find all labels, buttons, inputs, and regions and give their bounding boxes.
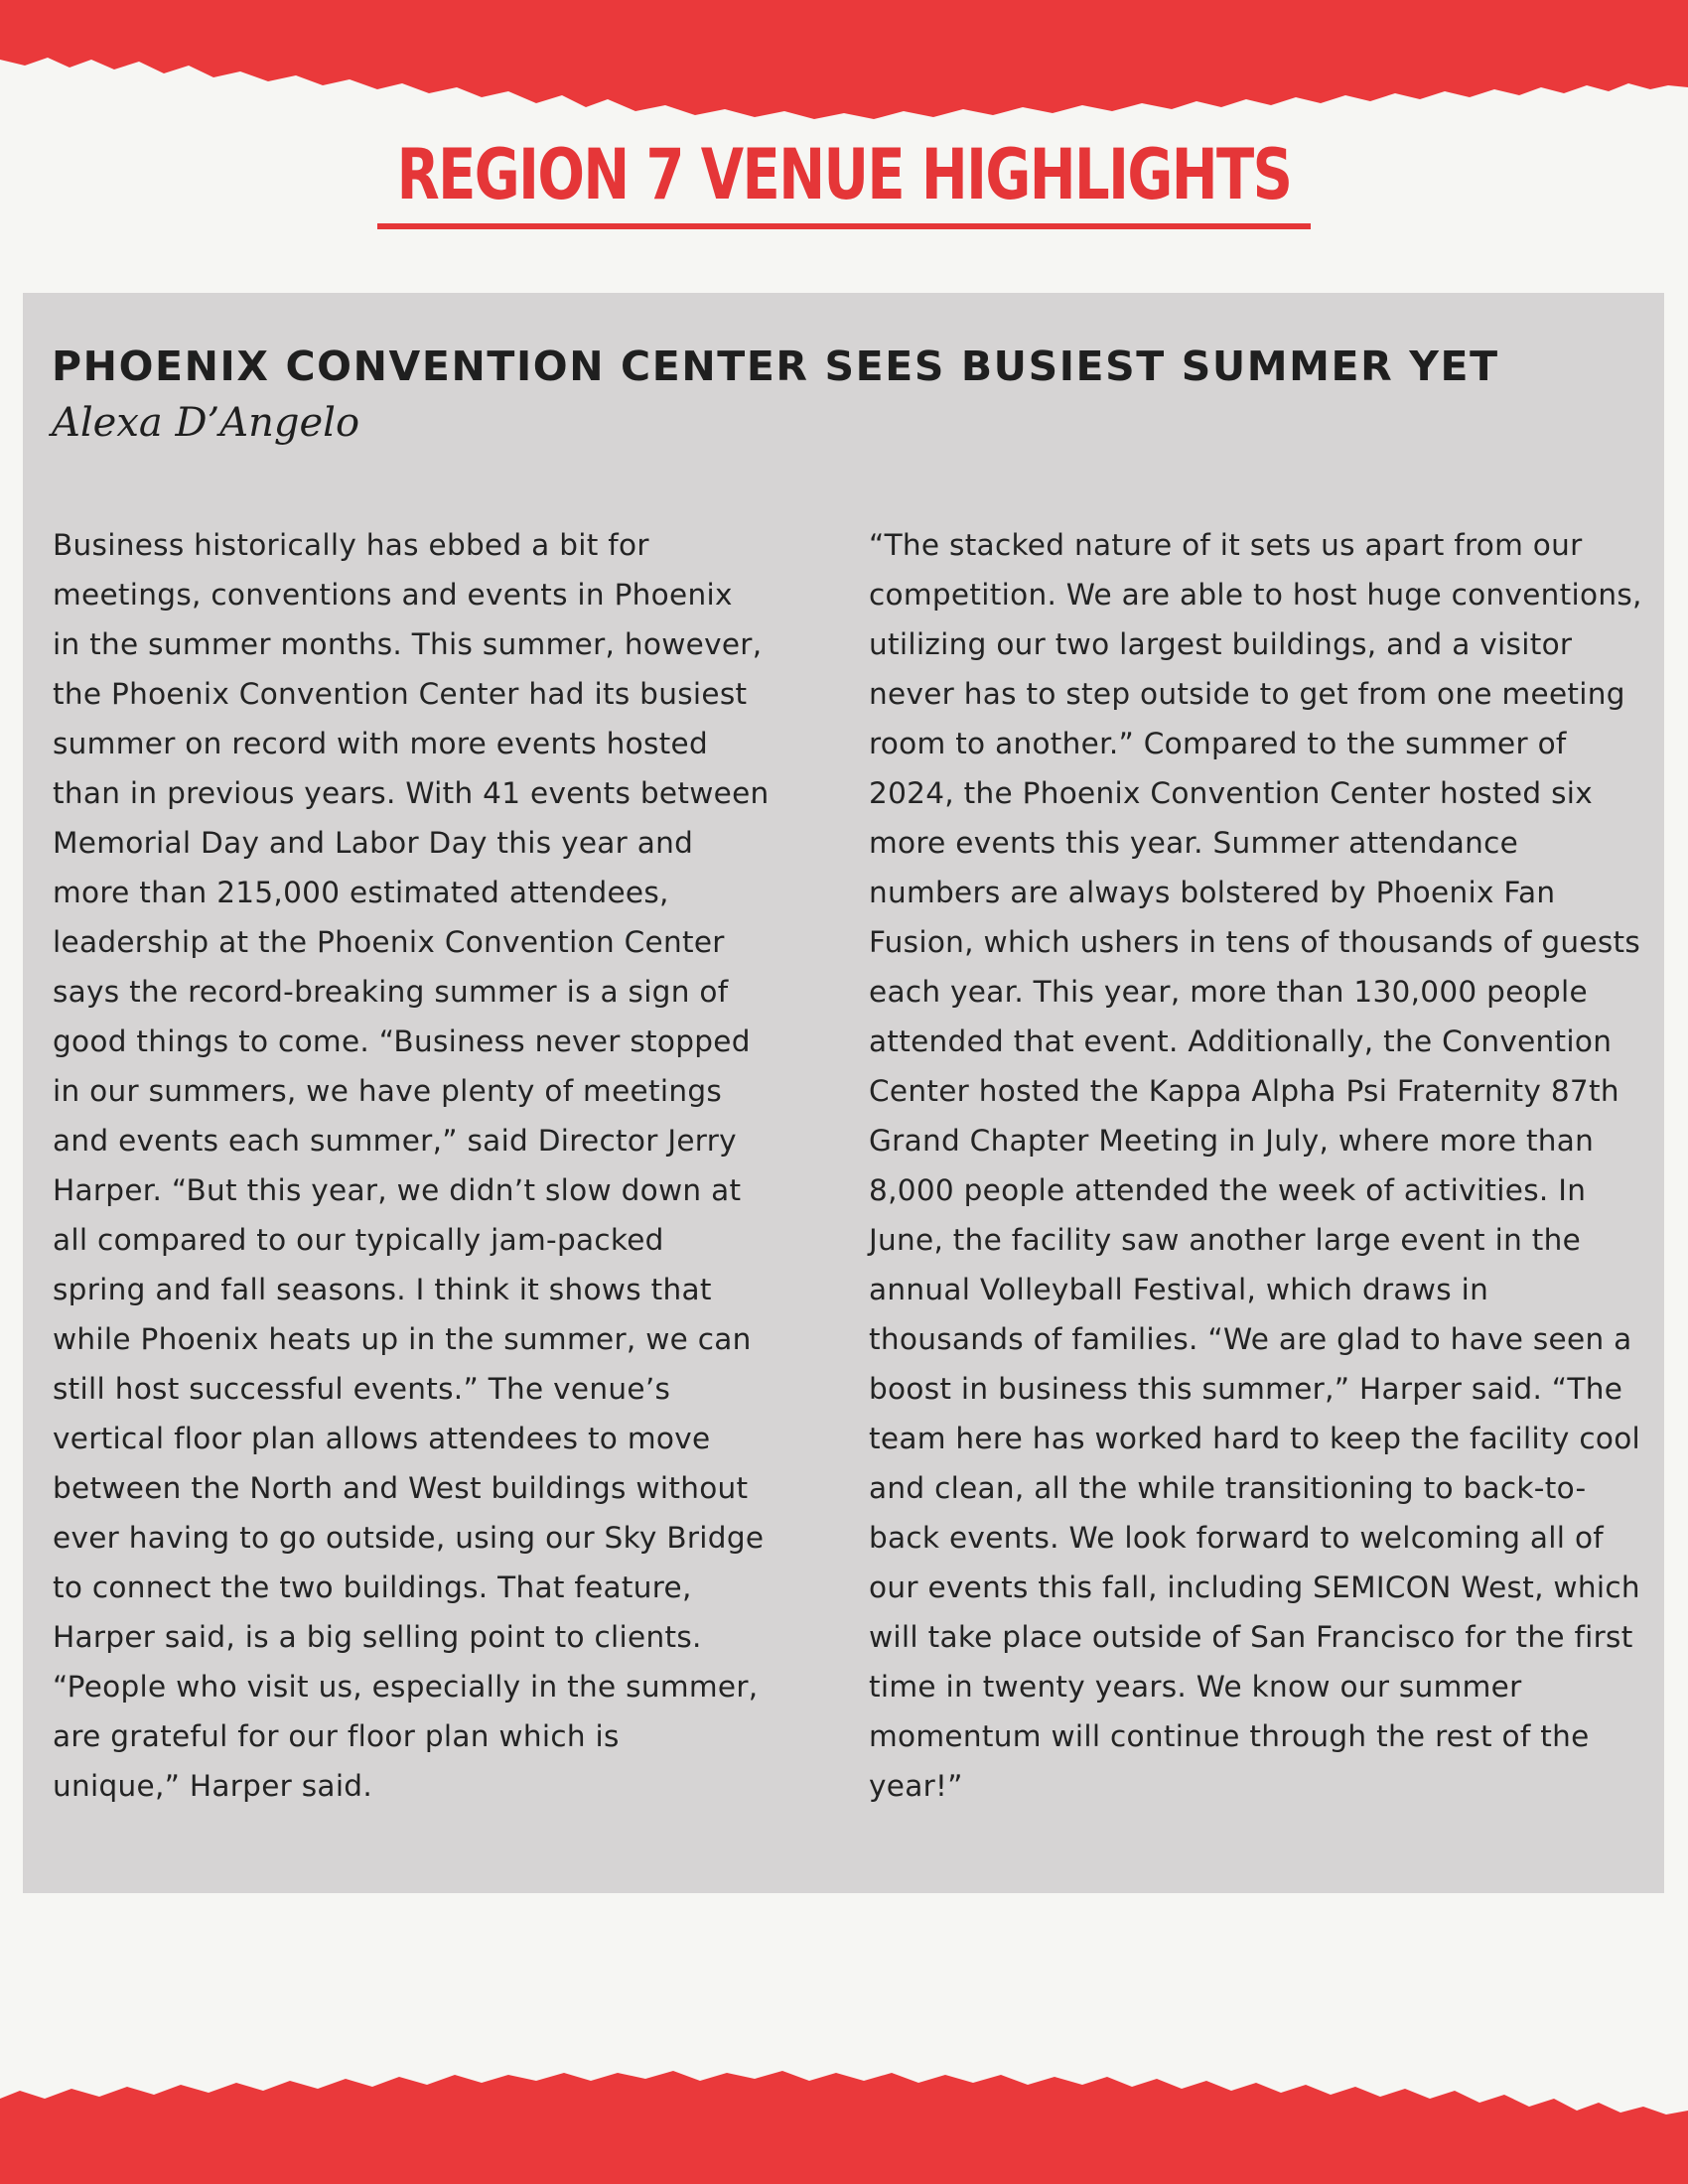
text-line: ever having to go outside, using our Sky Bridge bbox=[53, 1521, 765, 1555]
text-line: our events this fall, including SEMICON West, which bbox=[869, 1570, 1640, 1604]
text-line: thousands of families. “We are glad to have seen a bbox=[869, 1322, 1632, 1356]
text-line: attended that event. Additionally, the Convention bbox=[869, 1024, 1613, 1058]
text-line: never has to step outside to get from one meeting bbox=[869, 677, 1625, 711]
text-line: 2024, the Phoenix Convention Center hosted six bbox=[869, 776, 1593, 810]
text-line: utilizing our two largest buildings, and a visitor bbox=[869, 627, 1573, 661]
text-line: Grand Chapter Meeting in July, where more than bbox=[869, 1124, 1595, 1158]
text-line: are grateful for our floor plan which is bbox=[53, 1719, 620, 1753]
text-line: Center hosted the Kappa Alpha Psi Fraternity 87th bbox=[869, 1074, 1619, 1108]
text-line: meetings, conventions and events in Phoenix bbox=[53, 578, 733, 612]
text-line: time in twenty years. We know our summer bbox=[869, 1670, 1522, 1704]
text-line: team here has worked hard to keep the facility cool bbox=[869, 1422, 1641, 1455]
text-line: the Phoenix Convention Center had its busiest bbox=[53, 677, 748, 711]
text-line: all compared to our typically jam-packed bbox=[53, 1223, 664, 1257]
text-line: in the summer months. This summer, however, bbox=[53, 627, 763, 661]
text-line: annual Volleyball Festival, which draws in bbox=[869, 1273, 1489, 1306]
text-line: good things to come. “Business never stopped bbox=[53, 1024, 751, 1058]
text-line: to connect the two buildings. That feature, bbox=[53, 1570, 692, 1604]
text-line: Memorial Day and Labor Day this year and bbox=[53, 826, 694, 860]
text-line: more than 215,000 estimated attendees, bbox=[53, 876, 669, 909]
text-line: back events. We look forward to welcoming all of bbox=[869, 1521, 1604, 1555]
text-line: Fusion, which ushers in tens of thousands of guests bbox=[869, 925, 1641, 959]
text-line: “People who visit us, especially in the summer, bbox=[53, 1670, 759, 1704]
text-line: still host successful events.” The venue’s bbox=[53, 1372, 671, 1406]
text-line: unique,” Harper said. bbox=[53, 1769, 373, 1803]
text-line: between the North and West buildings without bbox=[53, 1471, 749, 1505]
text-line: each year. This year, more than 130,000 people bbox=[869, 975, 1588, 1009]
text-line: Harper said, is a big selling point to clients. bbox=[53, 1620, 702, 1654]
text-line: momentum will continue through the rest of the bbox=[869, 1719, 1590, 1753]
text-line: and clean, all the while transitioning to back-to- bbox=[869, 1471, 1587, 1505]
text-line: while Phoenix heats up in the summer, we can bbox=[53, 1322, 752, 1356]
text-line: leadership at the Phoenix Convention Center bbox=[53, 925, 725, 959]
bottom-torn-banner bbox=[0, 2055, 1688, 2184]
text-line: summer on record with more events hosted bbox=[53, 727, 709, 760]
top-torn-banner bbox=[0, 0, 1688, 129]
text-line: spring and fall seasons. I think it shows that bbox=[53, 1273, 712, 1306]
article-headline: PHOENIX CONVENTION CENTER SEES BUSIEST SUMMER YET bbox=[52, 342, 1499, 390]
title-underline bbox=[377, 223, 1311, 229]
text-line: Business historically has ebbed a bit for bbox=[53, 528, 649, 562]
text-line: boost in business this summer,” Harper said. “The bbox=[869, 1372, 1623, 1406]
text-line: room to another.” Compared to the summer of bbox=[869, 727, 1567, 760]
text-line: says the record-breaking summer is a sign of bbox=[53, 975, 729, 1009]
text-line: numbers are always bolstered by Phoenix Fan bbox=[869, 876, 1556, 909]
text-line: competition. We are able to host huge conventions, bbox=[869, 578, 1642, 612]
article-column-left bbox=[53, 520, 827, 1811]
text-line: Harper. “But this year, we didn’t slow down at bbox=[53, 1173, 742, 1207]
text-line: in our summers, we have plenty of meetings bbox=[53, 1074, 723, 1108]
page-title-text: REGION 7 VENUE HIGHLIGHTS bbox=[396, 134, 1292, 215]
text-line: June, the facility saw another large event in the bbox=[869, 1223, 1582, 1257]
text-line: year!” bbox=[869, 1769, 963, 1803]
text-line: and events each summer,” said Director Jerry bbox=[53, 1124, 737, 1158]
text-line: 8,000 people attended the week of activities. In bbox=[869, 1173, 1587, 1207]
page-title bbox=[0, 134, 1688, 215]
article-byline: Alexa D’Angelo bbox=[52, 400, 360, 446]
text-line: “The stacked nature of it sets us apart from our bbox=[869, 528, 1583, 562]
article-column-right bbox=[869, 520, 1663, 1811]
text-line: than in previous years. With 41 events between bbox=[53, 776, 770, 810]
text-line: vertical floor plan allows attendees to move bbox=[53, 1422, 711, 1455]
text-line: will take place outside of San Francisco for the first bbox=[869, 1620, 1633, 1654]
text-line: more events this year. Summer attendance bbox=[869, 826, 1519, 860]
